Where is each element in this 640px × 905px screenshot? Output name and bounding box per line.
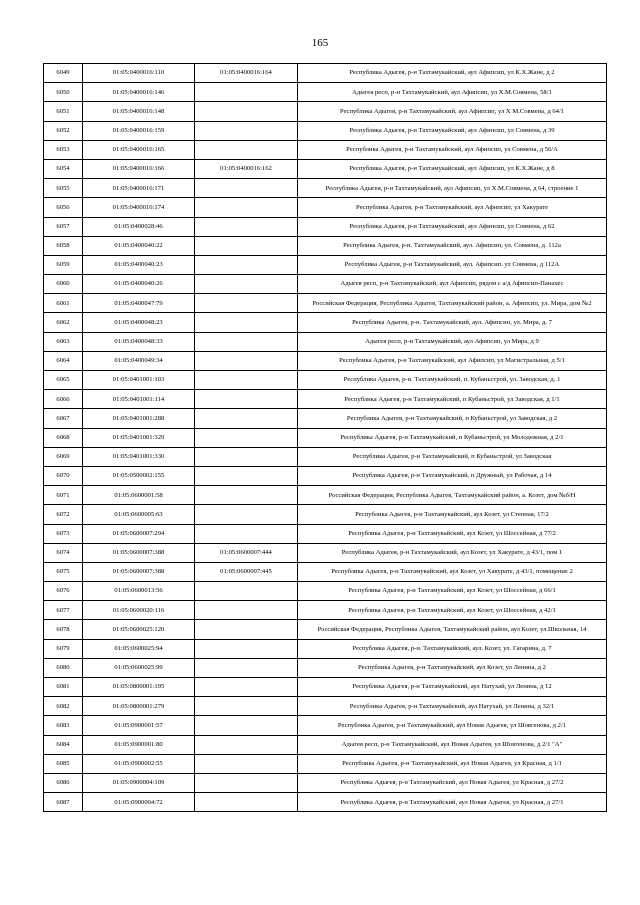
row-number-cell: 6086 (44, 773, 83, 792)
row-number-cell: 6084 (44, 735, 83, 754)
row-number-cell: 6050 (44, 83, 83, 102)
previous-cadastral-number-cell (195, 332, 298, 351)
address-cell: Республика Адыгея, р-н Тахтамукайский, аул Козет, ул Шоссейная, д 66/1 (298, 582, 607, 601)
previous-cadastral-number-cell (195, 409, 298, 428)
table-row (44, 236, 607, 255)
cadastral-number-cell: 01:05:0800001:279 (83, 697, 195, 716)
address-cell: Республика Адыгея, р-н. Тахтамукайский, аул. Афипсип, ул. Совмена, д. 112а (298, 236, 607, 255)
cadastral-number-cell: 01:05:0400040:22 (83, 236, 195, 255)
table-row (44, 754, 607, 773)
row-number-cell: 6087 (44, 793, 83, 812)
table-row (44, 121, 607, 140)
table-row (44, 678, 607, 697)
address-cell: Республика Адыгея, р-н Тахтамукайский, аул Козет, ул Ленина, д 2 (298, 658, 607, 677)
previous-cadastral-number-cell (195, 351, 298, 370)
previous-cadastral-number-cell (195, 754, 298, 773)
row-number-cell: 6080 (44, 658, 83, 677)
address-cell: Российская Федерация, Республика Адыгея, Тахтамукайский район, аул Козет, ул.Школьная, 14 (298, 620, 607, 639)
row-number-cell: 6074 (44, 543, 83, 562)
previous-cadastral-number-cell (195, 140, 298, 159)
page-number: 165 (311, 37, 329, 49)
cadastral-number-cell: 01:05:0400040:26 (83, 275, 195, 294)
address-cell: Республика Адыгея, р-н. Тахтамукайский, аул. Афипсип, ул. Мира, д. 7 (298, 313, 607, 332)
table-row (44, 716, 607, 735)
address-cell: Республика Адыгея, р-н Тахтамукайский, п Кубаньстрой, ул Заводская (298, 447, 607, 466)
table-row (44, 198, 607, 217)
cadastral-number-cell: 01:05:0400047:79 (83, 294, 195, 313)
cadastral-number-cell: 01:05:0600025:94 (83, 639, 195, 658)
cadastral-number-cell: 01:05:0400016:174 (83, 198, 195, 217)
table-row (44, 486, 607, 505)
row-number-cell: 6077 (44, 601, 83, 620)
row-number-cell: 6069 (44, 447, 83, 466)
cadastral-number-cell: 01:05:0401001:330 (83, 447, 195, 466)
cadastral-number-cell: 01:05:0400016:146 (83, 83, 195, 102)
previous-cadastral-number-cell: 01:05:0600007:445 (195, 562, 298, 581)
table-row (44, 620, 607, 639)
cadastral-number-cell: 01:05:0400016:171 (83, 179, 195, 198)
address-cell: Республика Адыгея, р-н Тахтамукайский, аул. Афипсип. ул Совмена, д 112А (298, 255, 607, 274)
row-number-cell: 6075 (44, 562, 83, 581)
row-number-cell: 6071 (44, 486, 83, 505)
row-number-cell: 6054 (44, 159, 83, 178)
row-number-cell: 6066 (44, 390, 83, 409)
address-cell: Республика Адыгея, р-н Тахтамукайский, аул Козет, ул Хакурате, д 43/1, пом 1 (298, 543, 607, 562)
previous-cadastral-number-cell (195, 524, 298, 543)
address-cell: Республика Адыгея, р-н. Тахтамукайский, п. Кубаньстрой, ул. Заводская, д. 1 (298, 371, 607, 390)
table-row (44, 217, 607, 236)
cadastral-number-cell: 01:05:0500002:155 (83, 466, 195, 485)
table-row (44, 428, 607, 447)
previous-cadastral-number-cell (195, 601, 298, 620)
previous-cadastral-number-cell (195, 313, 298, 332)
previous-cadastral-number-cell (195, 275, 298, 294)
previous-cadastral-number-cell (195, 582, 298, 601)
address-cell: Республика Адыгея, р-н Тахтамукайский, п Кубаньстрой, ул Заводская, д 1/1 (298, 390, 607, 409)
previous-cadastral-number-cell (195, 390, 298, 409)
address-cell: Республика Адыгея, р-н. Тахтамукайский, аул. Козет, ул. Гагарина, д. 7 (298, 639, 607, 658)
cadastral-number-cell: 01:05:0600007:294 (83, 524, 195, 543)
address-cell: Республика Адыгея, р-н Тахтамукайский, аул Афипсип, ул Совмена, д 56/А (298, 140, 607, 159)
cadastral-number-cell: 01:05:0400016:148 (83, 102, 195, 121)
cadastral-number-cell: 01:05:0400016:166 (83, 159, 195, 178)
previous-cadastral-number-cell (195, 620, 298, 639)
row-number-cell: 6058 (44, 236, 83, 255)
cadastral-number-cell: 01:05:0600007:388 (83, 543, 195, 562)
row-number-cell: 6051 (44, 102, 83, 121)
table-row (44, 140, 607, 159)
cadastral-number-cell: 01:05:0400048:33 (83, 332, 195, 351)
row-number-cell: 6068 (44, 428, 83, 447)
cadastral-number-cell: 01:05:0600020:116 (83, 601, 195, 620)
table-row (44, 294, 607, 313)
previous-cadastral-number-cell (195, 793, 298, 812)
address-cell: Республика Адыгея, р-н Тахтамукайский, аул Афипсип, ул Совмена, д 62 (298, 217, 607, 236)
cadastral-number-cell: 01:05:0900001:57 (83, 716, 195, 735)
cadastral-number-cell: 01:05:0600005:63 (83, 505, 195, 524)
cadastral-number-cell: 01:05:0600001:58 (83, 486, 195, 505)
row-number-cell: 6076 (44, 582, 83, 601)
registry-table-body (44, 64, 607, 812)
row-number-cell: 6078 (44, 620, 83, 639)
row-number-cell: 6049 (44, 64, 83, 83)
address-cell: Республика Адыгея, р-н Тахтамукайский, аул Афипсип, ул Хакурате (298, 198, 607, 217)
previous-cadastral-number-cell (195, 428, 298, 447)
previous-cadastral-number-cell (195, 447, 298, 466)
previous-cadastral-number-cell (195, 486, 298, 505)
table-row (44, 524, 607, 543)
cadastral-number-cell: 01:05:0400028:46 (83, 217, 195, 236)
table-row (44, 466, 607, 485)
cadastral-number-cell: 01:05:0400048:23 (83, 313, 195, 332)
previous-cadastral-number-cell (195, 102, 298, 121)
address-cell: Республика Адыгея, р-н Тахтамукайский, аул Новая Адыгея, ул Красная, д 27/1 (298, 793, 607, 812)
row-number-cell: 6083 (44, 716, 83, 735)
address-cell: Республика Адыгея, р-н Тахтамукайский, п Дружный, ул Рабочая, д 14 (298, 466, 607, 485)
cadastral-number-cell: 01:05:0401001:329 (83, 428, 195, 447)
previous-cadastral-number-cell (195, 697, 298, 716)
address-cell: Республика Адыгея, р-н Тахтамукайский, аул Новая Адыгея, ул Красная, д 27/2 (298, 773, 607, 792)
cadastral-number-cell: 01:05:0401001:114 (83, 390, 195, 409)
row-number-cell: 6061 (44, 294, 83, 313)
row-number-cell: 6072 (44, 505, 83, 524)
address-cell: Республика Адыгея, р-н Тахтамукайский, аул Афипсип, ул К.Х.Жане, д 2 (298, 64, 607, 83)
cadastral-number-cell: 01:05:0400040:23 (83, 255, 195, 274)
address-cell: Российская Федерация, Республика Адыгея, Тахтамукайский район, а. Козет, дом №б/Н (298, 486, 607, 505)
table-row (44, 582, 607, 601)
previous-cadastral-number-cell: 01:05:0400016:164 (195, 64, 298, 83)
table-row (44, 64, 607, 83)
address-cell: Адыгея респ, р-н Тахтамукайский, аул Афипсип, ул Х.М.Совмена, 58/1 (298, 83, 607, 102)
address-cell: Российская Федерация, Республика Адыгея, Тахтамукайский район, а. Афипсип, ул. Мира, дом №2 (298, 294, 607, 313)
previous-cadastral-number-cell (195, 639, 298, 658)
table-row (44, 409, 607, 428)
row-number-cell: 6073 (44, 524, 83, 543)
previous-cadastral-number-cell (195, 83, 298, 102)
previous-cadastral-number-cell (195, 294, 298, 313)
address-cell: Адыгея респ, р-н Тахтамукайский, аул Афипсип, ул Мира, д 9 (298, 332, 607, 351)
row-number-cell: 6079 (44, 639, 83, 658)
address-cell: Республика Адыгея, р-н Тахтамукайский, п Кубаньстрой, ул Заводская, д 2 (298, 409, 607, 428)
previous-cadastral-number-cell (195, 371, 298, 390)
address-cell: Республика Адыгея, р-н Тахтамукайский, аул Афипсип, ул Совмена, д 39 (298, 121, 607, 140)
table-row (44, 505, 607, 524)
row-number-cell: 6057 (44, 217, 83, 236)
previous-cadastral-number-cell (195, 678, 298, 697)
cadastral-number-cell: 01:05:0900004:109 (83, 773, 195, 792)
previous-cadastral-number-cell (195, 505, 298, 524)
previous-cadastral-number-cell: 01:05:0400016:162 (195, 159, 298, 178)
table-row (44, 102, 607, 121)
table-row (44, 275, 607, 294)
cadastral-number-cell: 01:05:0600025:120 (83, 620, 195, 639)
previous-cadastral-number-cell (195, 179, 298, 198)
table-row (44, 351, 607, 370)
row-number-cell: 6085 (44, 754, 83, 773)
previous-cadastral-number-cell (195, 773, 298, 792)
cadastral-number-cell: 01:05:0600007:388 (83, 562, 195, 581)
address-cell: Республика Адыгея, р-н Тахтамукайский, аул Новая Адыгея, ул Красная, д 1/1 (298, 754, 607, 773)
table-row (44, 255, 607, 274)
row-number-cell: 6062 (44, 313, 83, 332)
table-row (44, 793, 607, 812)
previous-cadastral-number-cell (195, 217, 298, 236)
row-number-cell: 6067 (44, 409, 83, 428)
address-cell: Республика Адыгея, р-н Тахтамукайский, аул Новая Адыгея, ул Шовгенова, д 2/1 (298, 716, 607, 735)
address-cell: Адыгея респ, р-н Тахтамукайский, аул Новая Адыгея, ул Шовгенова, д 2/1 "А" (298, 735, 607, 754)
row-number-cell: 6053 (44, 140, 83, 159)
registry-table (43, 63, 607, 812)
previous-cadastral-number-cell (195, 735, 298, 754)
row-number-cell: 6055 (44, 179, 83, 198)
row-number-cell: 6060 (44, 275, 83, 294)
cadastral-number-cell: 01:05:0900002:55 (83, 754, 195, 773)
address-cell: Республика Адыгея, р-н Тахтамукайский, аул Афипсип, ул К.Х.Жане, д 8 (298, 159, 607, 178)
row-number-cell: 6052 (44, 121, 83, 140)
row-number-cell: 6056 (44, 198, 83, 217)
previous-cadastral-number-cell (195, 658, 298, 677)
address-cell: Республика Адыгея, р-н Тахтамукайский, аул Натухай, ул Ленина, д 32/1 (298, 697, 607, 716)
table-row (44, 697, 607, 716)
previous-cadastral-number-cell (195, 466, 298, 485)
cadastral-number-cell: 01:05:0600025:99 (83, 658, 195, 677)
address-cell: Республика Адыгея, р-н Тахтамукайский, аул Козет, ул Шоссейная, д 77/2 (298, 524, 607, 543)
previous-cadastral-number-cell (195, 716, 298, 735)
previous-cadastral-number-cell: 01:05:0600007:444 (195, 543, 298, 562)
cadastral-number-cell: 01:05:0401001:103 (83, 371, 195, 390)
cadastral-number-cell: 01:05:0900001:80 (83, 735, 195, 754)
row-number-cell: 6081 (44, 678, 83, 697)
table-row (44, 773, 607, 792)
cadastral-number-cell: 01:05:0800001:195 (83, 678, 195, 697)
previous-cadastral-number-cell (195, 198, 298, 217)
table-row (44, 735, 607, 754)
cadastral-number-cell: 01:05:0400016:110 (83, 64, 195, 83)
table-row (44, 179, 607, 198)
table-row (44, 601, 607, 620)
table-row (44, 658, 607, 677)
cadastral-number-cell: 01:05:0600013:56 (83, 582, 195, 601)
row-number-cell: 6070 (44, 466, 83, 485)
previous-cadastral-number-cell (195, 236, 298, 255)
previous-cadastral-number-cell (195, 121, 298, 140)
cadastral-number-cell: 01:05:0400016:159 (83, 121, 195, 140)
table-row (44, 313, 607, 332)
row-number-cell: 6063 (44, 332, 83, 351)
row-number-cell: 6082 (44, 697, 83, 716)
address-cell: Республика Адыгея, р-н Тахтамукайский, аул Козет, ул Шоссейная, д 42/1 (298, 601, 607, 620)
cadastral-number-cell: 01:05:0400049:34 (83, 351, 195, 370)
address-cell: Республика Адыгея, р-н Тахтамукайский, аул Козет, ул Хакурате, д 43/1, помещение 2 (298, 562, 607, 581)
table-row (44, 83, 607, 102)
address-cell: Республика Адыгея, р-н Тахтамукайский, п Кубаньстрой, ул Молодежная, д 2/1 (298, 428, 607, 447)
cadastral-number-cell: 01:05:0900004:72 (83, 793, 195, 812)
table-row (44, 159, 607, 178)
previous-cadastral-number-cell (195, 255, 298, 274)
row-number-cell: 6059 (44, 255, 83, 274)
address-cell: Республика Адыгея, р-н Тахтамукайский, аул Козет, ул Степная, 17/2 (298, 505, 607, 524)
table-row (44, 332, 607, 351)
address-cell: Адыгея респ, р-н Тахтамукайский, аул Афипсип, рядом с а/д Афипсип-Панахес (298, 275, 607, 294)
table-row (44, 562, 607, 581)
address-cell: Республика Адыгея, р-н Тахтамукайский, аул Афипсип, ул Х.М.Совмена, д 64, строение 1 (298, 179, 607, 198)
table-row (44, 639, 607, 658)
row-number-cell: 6064 (44, 351, 83, 370)
table-row (44, 371, 607, 390)
address-cell: Республика Адыгея, р-н Тахтамукайский, аул Афипсип, ул Х М.Совмена, д 64/1 (298, 102, 607, 121)
table-row (44, 543, 607, 562)
address-cell: Республика Адыгея, р-н Тахтамукайский, аул Натухай, ул Ленина, д 12 (298, 678, 607, 697)
row-number-cell: 6065 (44, 371, 83, 390)
table-row (44, 447, 607, 466)
table-row (44, 390, 607, 409)
cadastral-number-cell: 01:05:0401001:288 (83, 409, 195, 428)
address-cell: Республика Адыгея, р-н Тахтамукайский, аул Афипсип, ул Магистральная, д 5/1 (298, 351, 607, 370)
cadastral-number-cell: 01:05:0400016:165 (83, 140, 195, 159)
